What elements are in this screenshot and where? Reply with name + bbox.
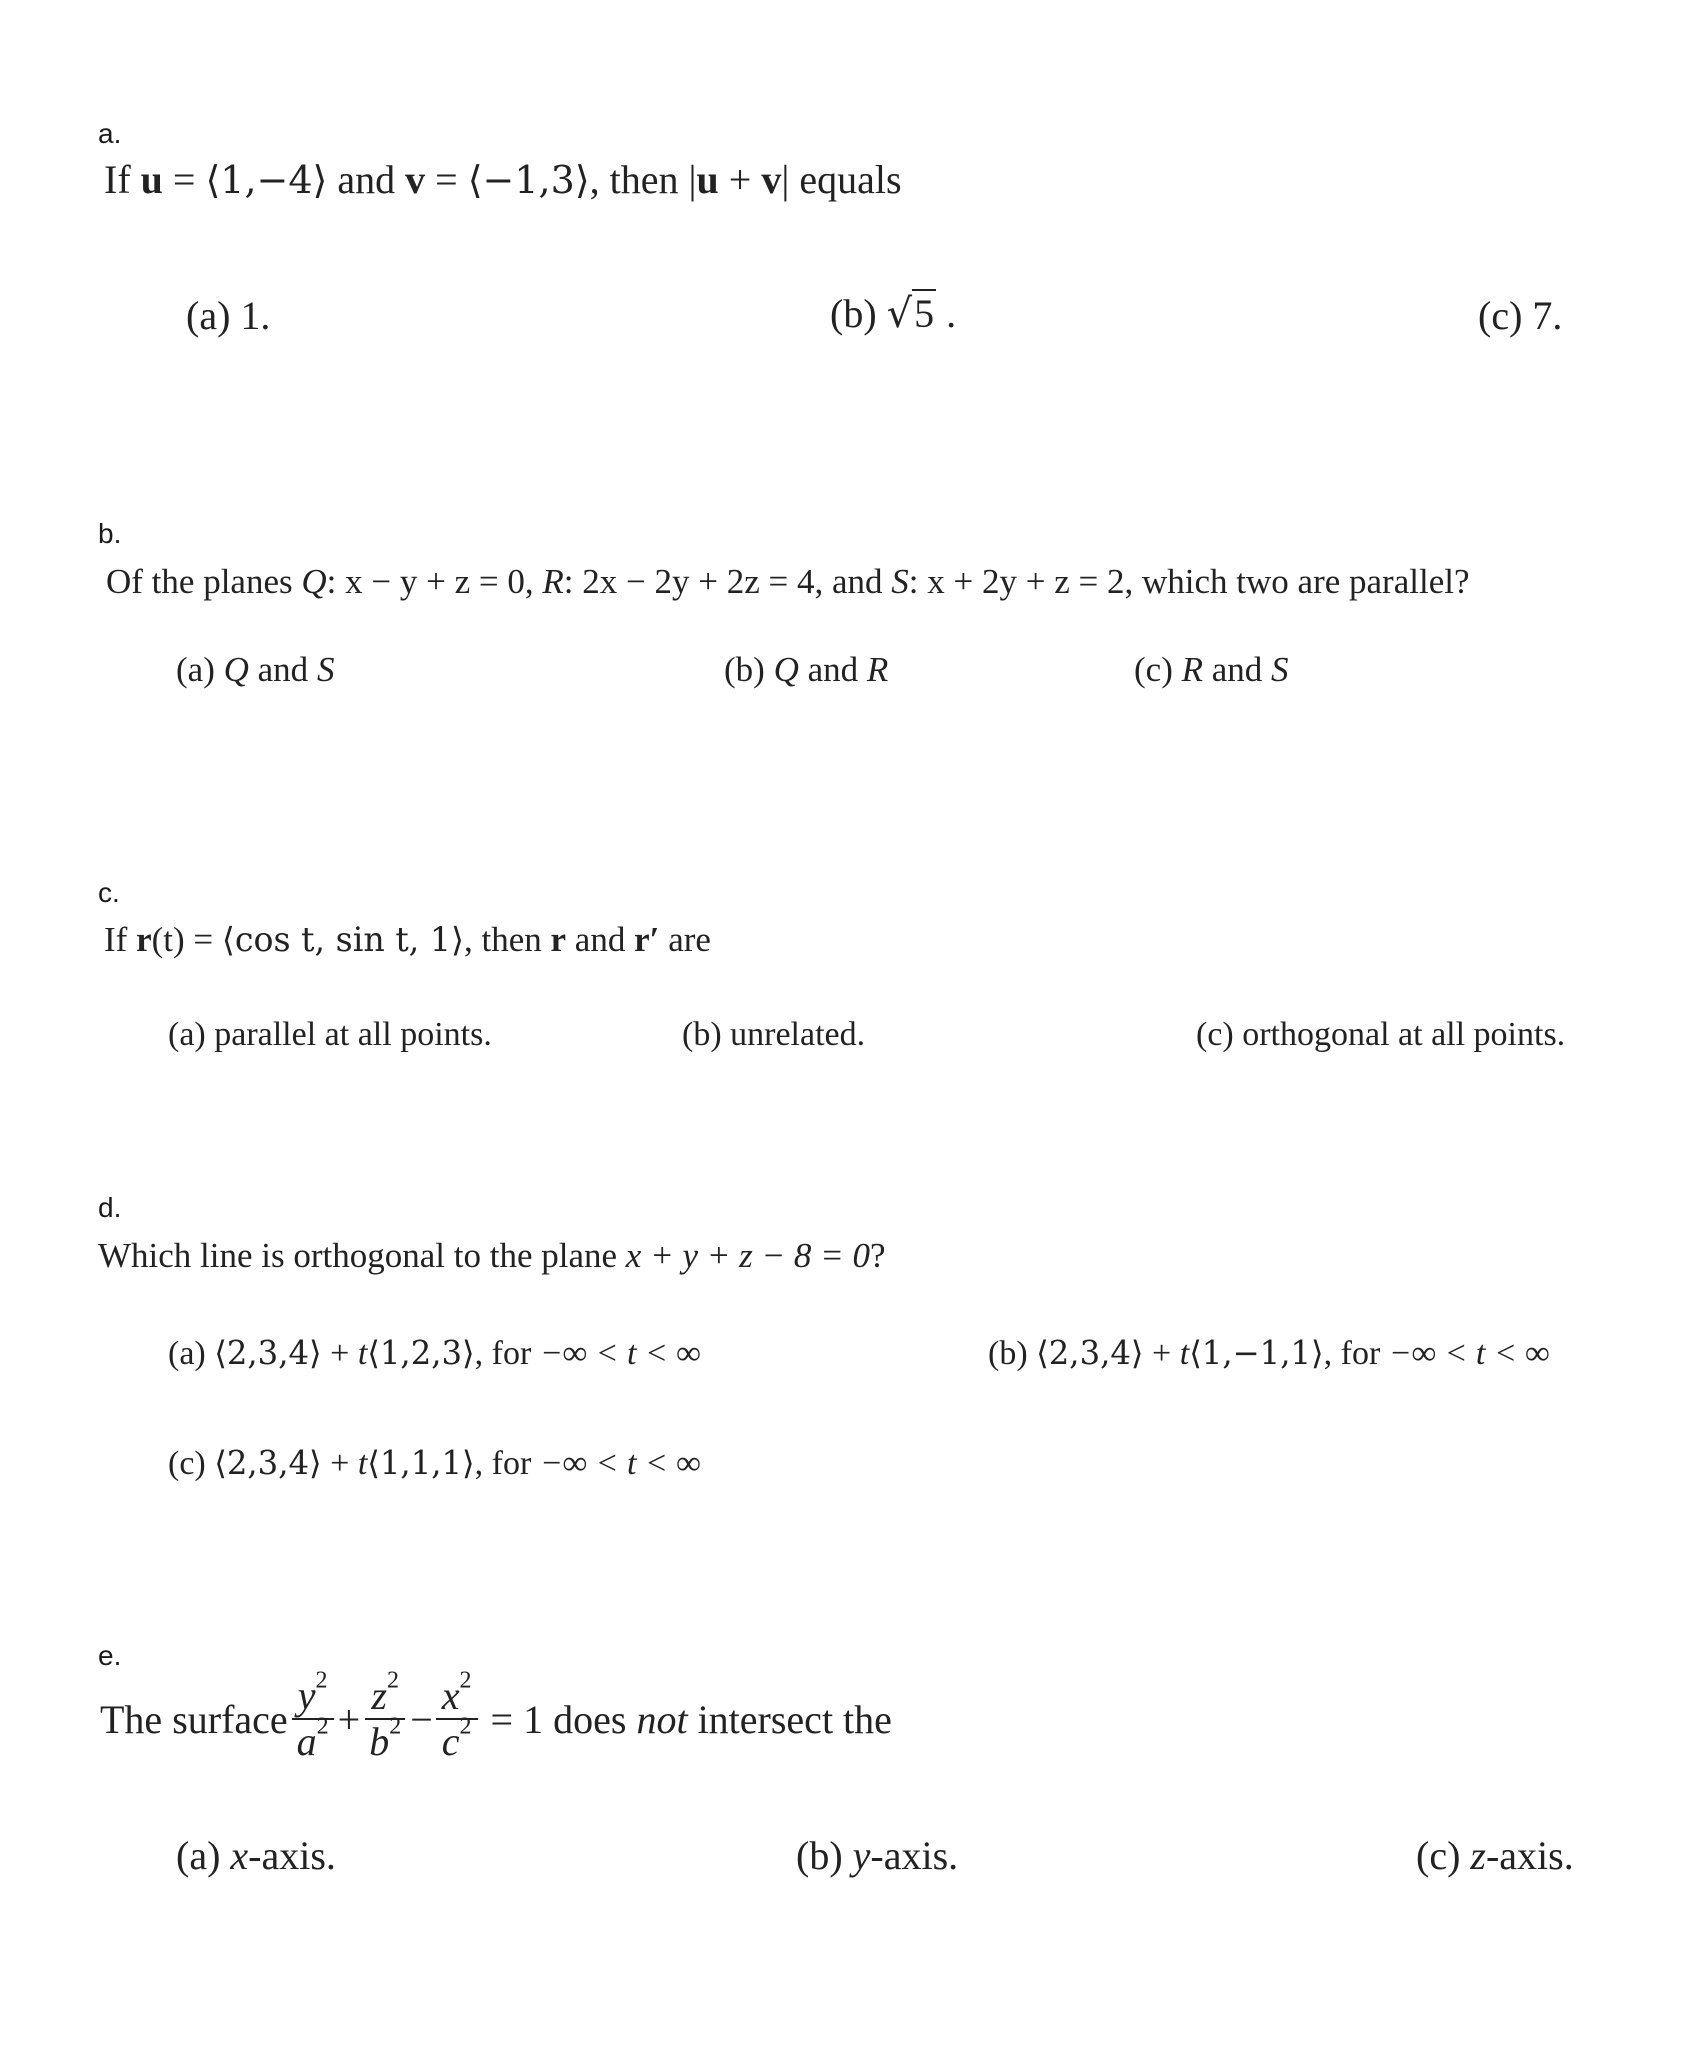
option-c-a[interactable]: (a) parallel at all points. bbox=[168, 1016, 492, 1053]
question-stem-c: If r(t) = ⟨cos t, sin t, 1⟩, then r and r′ are bbox=[104, 920, 711, 959]
option-d-a[interactable]: (a) ⟨2,3,4⟩ + t⟨1,2,3⟩, for −∞ < t < ∞ bbox=[168, 1334, 701, 1372]
option-e-a[interactable]: (a) x-axis. bbox=[176, 1833, 336, 1878]
question-stem-b: Of the planes Q: x − y + z = 0, R: 2x − 2y + 2z = 4, and S: x + 2y + z = 2, which two are parallel? bbox=[106, 562, 1470, 601]
option-e-c[interactable]: (c) z-axis. bbox=[1416, 1833, 1574, 1878]
option-a-c[interactable]: (c) 7. bbox=[1478, 293, 1563, 338]
question-label-d: d. bbox=[98, 1192, 122, 1223]
sqrt-symbol: √5 bbox=[886, 291, 935, 337]
fraction-y-over-a: $\frac{y^2}{a^2}$ bbox=[291, 1676, 335, 1762]
option-a-b[interactable]: (b) √5 . bbox=[830, 291, 957, 337]
option-c-c[interactable]: (c) orthogonal at all points. bbox=[1196, 1016, 1566, 1053]
option-e-b[interactable]: (b) y-axis. bbox=[796, 1833, 959, 1878]
fraction-z-over-b: $\frac{z^2}{b^2}$ bbox=[363, 1676, 407, 1762]
option-d-b[interactable]: (b) ⟨2,3,4⟩ + t⟨1,−1,1⟩, for −∞ < t < ∞ bbox=[988, 1334, 1550, 1372]
question-label-a: a. bbox=[98, 118, 122, 149]
option-b-c[interactable]: (c) R and S bbox=[1134, 650, 1289, 689]
option-b-a[interactable]: (a) Q and S bbox=[176, 650, 335, 689]
fraction-x-over-c: $\frac{x^2}{c^2}$ bbox=[436, 1676, 478, 1762]
question-label-c: c. bbox=[98, 877, 120, 908]
option-a-a[interactable]: (a) 1. bbox=[186, 293, 271, 338]
question-stem-d: Which line is orthogonal to the plane x + y + z − 8 = 0? bbox=[98, 1236, 886, 1275]
question-label-b: b. bbox=[98, 518, 122, 549]
option-b-b[interactable]: (b) Q and R bbox=[724, 650, 889, 689]
question-label-e: e. bbox=[98, 1640, 122, 1671]
question-stem-a: If u = ⟨1,−4⟩ and v = ⟨−1,3⟩, then |u + v| equals bbox=[104, 157, 902, 202]
question-stem-e: The surface $\frac{y^2}{a^2}$ + $\frac{z^2}{b^2}$ − $\frac{x^2}{c^2}$ = 1 does not intersect the bbox=[100, 1667, 892, 1764]
option-c-b[interactable]: (b) unrelated. bbox=[682, 1016, 866, 1053]
option-d-c[interactable]: (c) ⟨2,3,4⟩ + t⟨1,1,1⟩, for −∞ < t < ∞ bbox=[168, 1444, 701, 1482]
